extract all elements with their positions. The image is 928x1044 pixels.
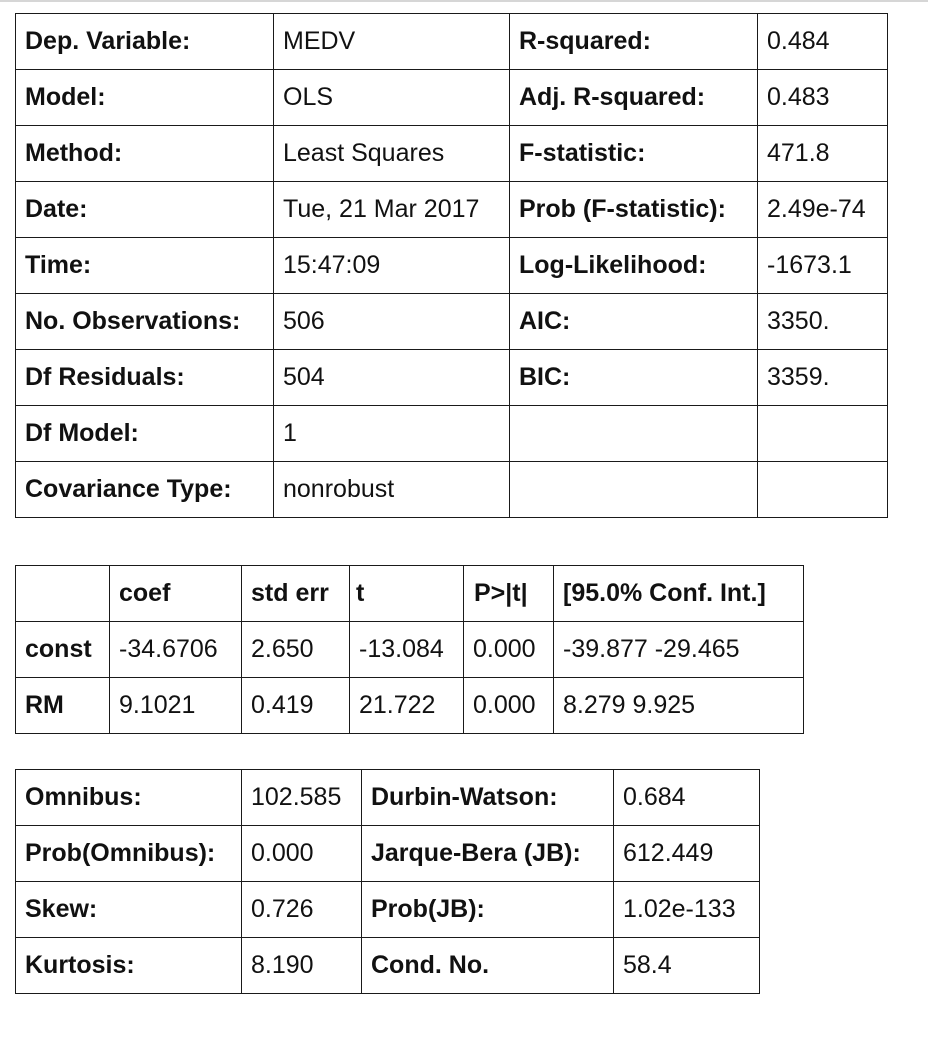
- summary-value: Tue, 21 Mar 2017: [274, 182, 510, 238]
- summary-value: -1673.1: [758, 238, 888, 294]
- table-header-row: [16, 566, 804, 622]
- summary-value: 0.483: [758, 70, 888, 126]
- summary-label: Covariance Type:: [16, 462, 274, 518]
- summary-label: [510, 406, 758, 462]
- summary-value: 506: [274, 294, 510, 350]
- summary-label: R-squared:: [510, 14, 758, 70]
- diagnostic-label: Jarque-Bera (JB):: [362, 826, 614, 882]
- table-cell: 2.650: [242, 622, 350, 678]
- diagnostic-label: Cond. No.: [362, 938, 614, 994]
- table-row: [16, 238, 888, 294]
- table-cell: 0.419: [242, 678, 350, 734]
- summary-value: [758, 462, 888, 518]
- column-header: coef: [110, 566, 242, 622]
- table-row: [16, 462, 888, 518]
- summary-label: Date:: [16, 182, 274, 238]
- table-cell: -39.877 -29.465: [554, 622, 804, 678]
- summary-value: [758, 406, 888, 462]
- summary-label: Method:: [16, 126, 274, 182]
- summary-label: [510, 462, 758, 518]
- table-cell: 0.000: [464, 678, 554, 734]
- diagnostic-label: Prob(Omnibus):: [16, 826, 242, 882]
- table-cell: 21.722: [350, 678, 464, 734]
- summary-value: Least Squares: [274, 126, 510, 182]
- table-row: [16, 938, 760, 994]
- table-cell: 9.1021: [110, 678, 242, 734]
- diagnostic-value: 0.684: [614, 770, 760, 826]
- diagnostic-value: 8.190: [242, 938, 362, 994]
- table-row: [16, 622, 804, 678]
- summary-label: Prob (F-statistic):: [510, 182, 758, 238]
- summary-label: Time:: [16, 238, 274, 294]
- table-cell: -13.084: [350, 622, 464, 678]
- summary-value: 2.49e-74: [758, 182, 888, 238]
- summary-label: BIC:: [510, 350, 758, 406]
- table-row: [16, 882, 760, 938]
- model-summary-table: [15, 13, 888, 518]
- column-header: t: [350, 566, 464, 622]
- summary-value: MEDV: [274, 14, 510, 70]
- summary-label: Df Model:: [16, 406, 274, 462]
- summary-value: nonrobust: [274, 462, 510, 518]
- summary-value: 0.484: [758, 14, 888, 70]
- table-row: [16, 126, 888, 182]
- diagnostic-label: Skew:: [16, 882, 242, 938]
- column-header: [16, 566, 110, 622]
- diagnostic-label: Prob(JB):: [362, 882, 614, 938]
- table-cell: 8.279 9.925: [554, 678, 804, 734]
- column-header: [95.0% Conf. Int.]: [554, 566, 804, 622]
- summary-label: Model:: [16, 70, 274, 126]
- summary-label: AIC:: [510, 294, 758, 350]
- summary-label: Dep. Variable:: [16, 14, 274, 70]
- summary-label: F-statistic:: [510, 126, 758, 182]
- summary-value: 504: [274, 350, 510, 406]
- row-label: RM: [16, 678, 110, 734]
- diagnostic-value: 58.4: [614, 938, 760, 994]
- column-header: std err: [242, 566, 350, 622]
- diagnostic-label: Kurtosis:: [16, 938, 242, 994]
- summary-value: OLS: [274, 70, 510, 126]
- summary-label: Log-Likelihood:: [510, 238, 758, 294]
- row-label: const: [16, 622, 110, 678]
- diagnostic-value: 102.585: [242, 770, 362, 826]
- diagnostic-label: Omnibus:: [16, 770, 242, 826]
- summary-value: 3350.: [758, 294, 888, 350]
- table-row: [16, 294, 888, 350]
- diagnostic-value: 0.726: [242, 882, 362, 938]
- coefficients-table: [15, 565, 804, 734]
- diagnostic-value: 1.02e-133: [614, 882, 760, 938]
- table-row: [16, 406, 888, 462]
- summary-value: 3359.: [758, 350, 888, 406]
- table-row: [16, 826, 760, 882]
- table-row: [16, 770, 760, 826]
- top-divider: [0, 0, 928, 2]
- table-row: [16, 70, 888, 126]
- diagnostic-value: 612.449: [614, 826, 760, 882]
- table-row: [16, 678, 804, 734]
- summary-value: 471.8: [758, 126, 888, 182]
- summary-label: Df Residuals:: [16, 350, 274, 406]
- summary-label: No. Observations:: [16, 294, 274, 350]
- table-cell: -34.6706: [110, 622, 242, 678]
- diagnostic-value: 0.000: [242, 826, 362, 882]
- table-row: [16, 350, 888, 406]
- summary-label: Adj. R-squared:: [510, 70, 758, 126]
- diagnostic-label: Durbin-Watson:: [362, 770, 614, 826]
- table-row: [16, 182, 888, 238]
- column-header: P>|t|: [464, 566, 554, 622]
- table-cell: 0.000: [464, 622, 554, 678]
- table-row: [16, 14, 888, 70]
- diagnostics-table: [15, 769, 760, 994]
- summary-value: 15:47:09: [274, 238, 510, 294]
- summary-value: 1: [274, 406, 510, 462]
